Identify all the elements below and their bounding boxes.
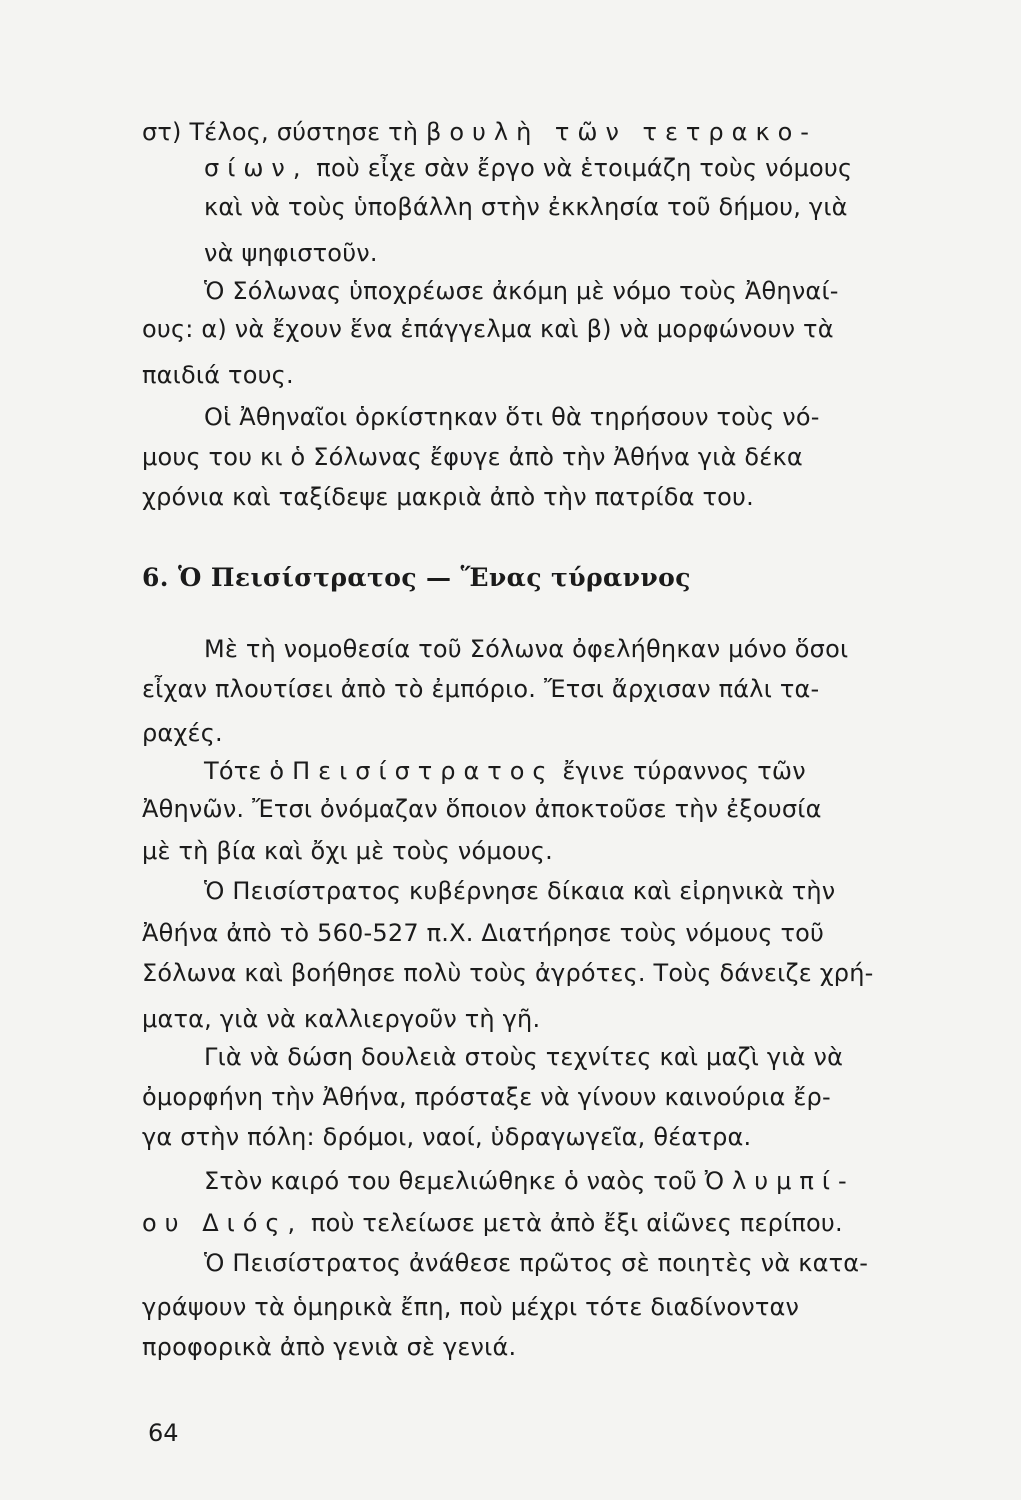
text-line: Ἀθήνα ἀπὸ τὸ 560-527 π.Χ. Διατήρησε τοὺς νόμους τοῦ <box>142 919 825 947</box>
text-line: μους του κι ὁ Σόλωνας ἔφυγε ἀπὸ τὴν Ἀθήνα γιὰ δέκα <box>142 443 803 471</box>
text-span: Στὸν καιρό του θεμελιώθηκε ὁ ναὸς τοῦ <box>204 1167 705 1195</box>
text-line: Ὁ Σόλωνας ὑποχρέωσε ἀκόμη μὲ νόμο τοὺς Ἀθηναί- <box>204 277 839 305</box>
text-line: γα στὴν πόλη: δρόμοι, ναοί, ὑδραγωγεῖα, θέατρα. <box>142 1123 752 1151</box>
text-line: Γιὰ νὰ δώση δουλειὰ στοὺς τεχνίτες καὶ μαζὶ γιὰ νὰ <box>204 1043 844 1071</box>
text-line: εἶχαν πλουτίσει ἀπὸ τὸ ἐμπόριο. Ἔτσι ἄρχισαν πάλι τα- <box>142 675 820 703</box>
text-span: στ) Τέλος, σύστησε τὴ <box>142 118 426 146</box>
text-line: ραχές. <box>142 719 223 747</box>
text-span: ποὺ τελείωσε μετὰ ἀπὸ ἔξι αἰῶνες περίπου. <box>303 1209 843 1237</box>
text-span: ἔγινε τύραννος τῶν <box>554 757 806 785</box>
text-line: Ὁ Πεισίστρατος ἀνάθεσε πρῶτος σὲ ποιητὲς νὰ κατα- <box>204 1249 869 1277</box>
text-line: ους: α) νὰ ἔχουν ἕνα ἐπάγγελμα καὶ β) νὰ μορφώνουν τὰ <box>142 315 834 343</box>
text-line <box>204 756 806 786</box>
text-line: παιδιά τους. <box>142 361 294 389</box>
emphasized-term: Ὀλυμπί- <box>704 1167 855 1195</box>
emphasized-term: σίων, <box>204 154 309 182</box>
text-line: χρόνια καὶ ταξίδεψε μακριὰ ἀπὸ τὴν πατρίδα του. <box>142 483 754 511</box>
text-line: Ἀθηνῶν. Ἔτσι ὀνόμαζαν ὅποιον ἀποκτοῦσε τὴν ἐξουσία <box>142 795 822 823</box>
text-line: ματα, γιὰ νὰ καλλιεργοῦν τὴ γῆ. <box>142 1005 541 1033</box>
text-span: ποὺ εἶχε σὰν ἔργο νὰ ἑτοιμάζη τοὺς νόμους <box>308 154 853 182</box>
text-line <box>142 117 817 147</box>
text-line <box>142 1208 843 1238</box>
text-line: γράψουν τὰ ὁμηρικὰ ἔπη, ποὺ μέχρι τότε διαδίνονταν <box>142 1293 800 1321</box>
text-line: μὲ τὴ βία καὶ ὄχι μὲ τοὺς νόμους. <box>142 837 553 865</box>
emphasized-term: βουλὴ τῶν τετρακο- <box>426 118 817 146</box>
emphasized-term: Πεισίστρατος <box>292 757 555 785</box>
text-line: καὶ νὰ τοὺς ὑποβάλλη στὴν ἐκκλησία τοῦ δήμου, γιὰ <box>204 193 848 221</box>
emphasized-term: ου Διός, <box>142 1209 304 1237</box>
text-line: νὰ ψηφιστοῦν. <box>204 239 378 267</box>
text-line: ὀμορφήνη τὴν Ἀθήνα, πρόσταξε νὰ γίνουν καινούρια ἔρ- <box>142 1083 831 1111</box>
text-line <box>204 1166 855 1196</box>
text-line: Ὁ Πεισίστρατος κυβέρνησε δίκαια καὶ εἰρηνικὰ τὴν <box>204 877 836 905</box>
text-line: Οἱ Ἀθηναῖοι ὁρκίστηκαν ὅτι θὰ τηρήσουν τοὺς νό- <box>204 403 820 431</box>
text-span: Τότε ὁ <box>204 757 293 785</box>
text-line <box>204 153 852 183</box>
text-line: Σόλωνα καὶ βοήθησε πολὺ τοὺς ἀγρότες. Τοὺς δάνειζε χρή- <box>142 959 874 987</box>
section-heading: 6. Ὁ Πεισίστρατος — Ἕνας τύραννος <box>142 563 691 592</box>
text-line: Μὲ τὴ νομοθεσία τοῦ Σόλωνα ὀφελήθηκαν μόνο ὅσοι <box>204 635 849 663</box>
text-line: προφορικὰ ἀπὸ γενιὰ σὲ γενιά. <box>142 1333 517 1361</box>
page-number: 64 <box>148 1419 179 1447</box>
